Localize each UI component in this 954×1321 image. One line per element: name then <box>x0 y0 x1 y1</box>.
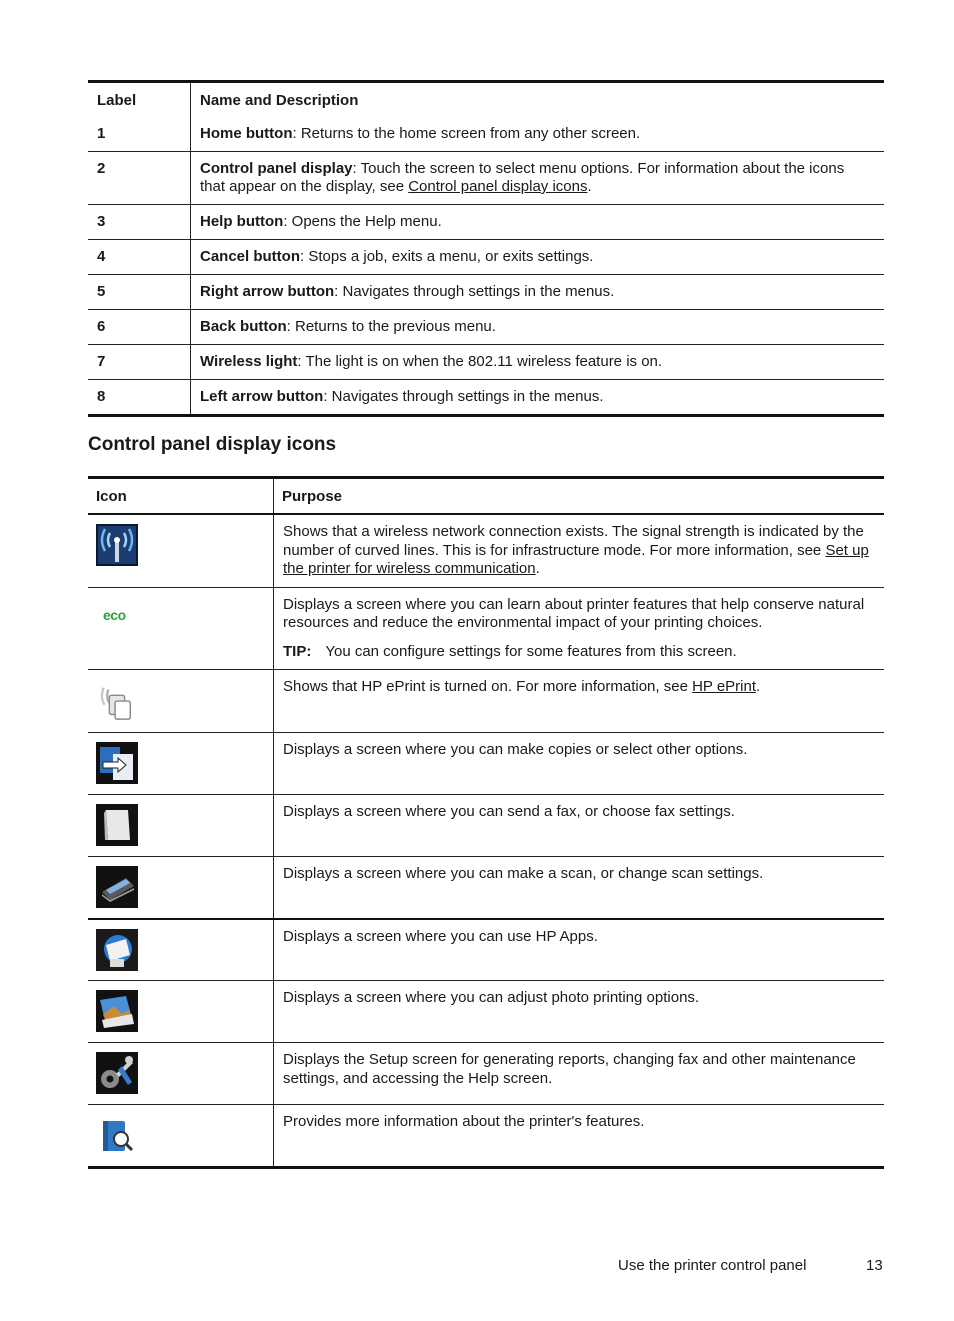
page-number: 13 <box>866 1257 883 1274</box>
purpose-cell: Provides more information about the printer's features. <box>283 1113 645 1130</box>
purpose-cell <box>274 514 885 587</box>
item-desc: : Returns to the home screen from any other screen. <box>292 125 641 142</box>
row-description <box>191 275 885 310</box>
row-description <box>191 310 885 345</box>
table-row <box>88 240 884 275</box>
control-panel-icons-link[interactable]: Control panel display icons <box>408 178 588 195</box>
item-name: Right arrow button <box>200 283 335 300</box>
table-row <box>88 919 884 981</box>
eprint-icon <box>96 682 136 722</box>
tip-text: You can configure settings for some features from this screen. <box>325 642 737 660</box>
column-header-label: Label <box>88 82 191 118</box>
row-description <box>191 205 885 240</box>
item-name: Cancel button <box>200 248 300 265</box>
item-desc: : Navigates through settings in the menus. <box>323 388 604 405</box>
wireless-setup-link[interactable]: Set up the printer for wireless communication <box>283 541 869 577</box>
purpose-text: Displays a screen where you can learn about printer features that help conserve natural resources and reduce the environmental impact of your printing choices. <box>283 595 865 631</box>
purpose-text-end: . <box>756 678 761 695</box>
row-label: 7 <box>88 345 191 380</box>
row-label: 8 <box>88 380 191 416</box>
fax-icon <box>96 804 138 846</box>
column-header-description: Name and Description <box>200 91 359 109</box>
row-description <box>191 380 885 416</box>
table-row <box>88 310 884 345</box>
section-title: Control panel display icons <box>88 434 337 455</box>
purpose-cell <box>274 670 885 733</box>
purpose-cell <box>274 587 885 670</box>
item-desc: : Touch the screen to select menu options. For information about the icons that appear on the display, see <box>200 160 845 195</box>
item-name: Wireless light <box>200 353 298 370</box>
table-header-row <box>88 478 884 515</box>
row-label: 4 <box>88 240 191 275</box>
purpose-cell: Displays a screen where you can send a fax, or choose fax settings. <box>283 803 735 820</box>
table-row <box>88 587 884 670</box>
footer-section-title: Use the printer control panel <box>618 1257 807 1274</box>
row-description <box>191 240 885 275</box>
item-desc: : Returns to the previous menu. <box>286 318 496 335</box>
item-desc: : The light is on when the 802.11 wireless feature is on. <box>297 353 663 370</box>
item-desc: : Stops a job, exits a menu, or exits settings. <box>300 248 594 265</box>
tip-label: TIP: <box>283 642 312 660</box>
table-row <box>88 380 884 416</box>
photo-icon <box>96 990 138 1032</box>
purpose-cell: Displays a screen where you can make a scan, or change scan settings. <box>283 865 764 882</box>
item-name: Left arrow button <box>200 388 324 405</box>
purpose-cell: Displays a screen where you can adjust photo printing options. <box>283 989 700 1006</box>
table-header-row <box>88 82 884 118</box>
apps-icon <box>96 929 138 971</box>
purpose-cell: Displays the Setup screen for generating reports, changing fax and other maintenance settings, and accessing the Help screen. <box>283 1051 856 1087</box>
purpose-cell: Displays a screen where you can make copies or select other options. <box>283 741 748 758</box>
table-row <box>88 514 884 587</box>
item-name: Control panel display <box>200 160 353 177</box>
row-label: 5 <box>88 275 191 310</box>
table-row <box>88 1043 884 1105</box>
row-label: 2 <box>88 152 191 205</box>
purpose-text: Shows that a wireless network connection exists. The signal strength is indicated by the number of curved lines. This is for infrastructure mode. For more information, see <box>283 523 864 559</box>
help-book-icon <box>96 1115 138 1157</box>
purpose-text: Shows that HP ePrint is turned on. For more information, see <box>283 678 693 695</box>
table-row <box>88 981 884 1043</box>
tip <box>283 643 874 662</box>
row-description <box>191 345 885 380</box>
setup-icon <box>96 1052 138 1094</box>
table-row <box>88 205 884 240</box>
hp-eprint-link[interactable]: HP ePrint <box>692 678 757 695</box>
purpose-text-end: . <box>535 560 540 577</box>
row-label: 1 <box>88 117 191 152</box>
eco-icon: eco <box>103 606 126 623</box>
item-name: Back button <box>200 318 287 335</box>
table-row <box>88 345 884 380</box>
item-desc: : Navigates through settings in the menus. <box>334 283 615 300</box>
table-row <box>88 117 884 152</box>
item-name: Home button <box>200 125 293 142</box>
table-row <box>88 275 884 310</box>
item-desc-end: . <box>587 178 592 195</box>
row-description <box>191 152 885 205</box>
buttons-table <box>88 80 884 417</box>
table-row <box>88 152 884 205</box>
scan-icon <box>96 866 138 908</box>
purpose-cell: Displays a screen where you can use HP Apps. <box>283 927 598 945</box>
table-row <box>88 670 884 733</box>
row-description <box>191 117 885 152</box>
column-header-icon: Icon <box>88 478 274 515</box>
row-label: 3 <box>88 205 191 240</box>
copy-icon <box>96 742 138 784</box>
table-row <box>88 1105 884 1168</box>
table-row <box>88 795 884 857</box>
item-desc: : Opens the Help menu. <box>283 213 442 230</box>
column-header-purpose: Purpose <box>282 487 343 505</box>
table-row <box>88 857 884 919</box>
row-label: 6 <box>88 310 191 345</box>
item-name: Help button <box>200 213 284 230</box>
icons-table <box>88 476 884 1169</box>
table-row <box>88 733 884 795</box>
wireless-icon <box>96 524 138 566</box>
